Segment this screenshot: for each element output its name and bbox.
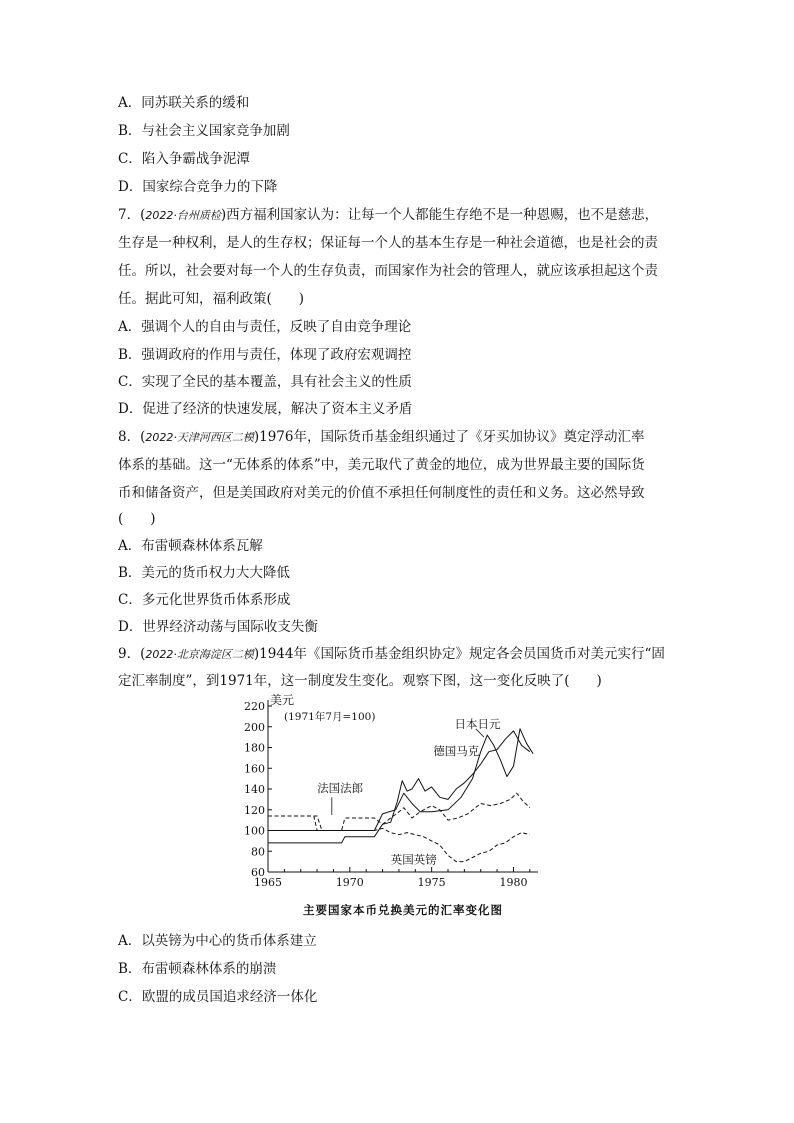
y-axis-title: 美元 [270, 693, 295, 707]
y-tick-label: 80 [251, 845, 265, 859]
q7-number: 7．( [118, 207, 146, 223]
y-tick-label: 120 [244, 803, 265, 817]
chart-caption: 主要国家本币兑换美元的汇率变化图 [303, 903, 503, 917]
q8-year: 2022· [145, 431, 177, 444]
q6-option-b: B．与社会主义国家竞争加剧 [118, 123, 290, 139]
q9-source: 北京海淀区二模 [176, 648, 254, 661]
q8-stem [118, 428, 678, 447]
x-tick-label: 1970 [335, 876, 364, 889]
q7-option-c: C．实现了全民的基本覆盖，具有社会主义的性质 [118, 374, 412, 390]
series-line-1 [268, 731, 530, 843]
series-label-2: 法国法郎 [317, 781, 364, 796]
q6-option-c: C．陷入争霸战争泥潭 [118, 151, 250, 167]
q8-option-a: A．布雷顿森林体系瓦解 [118, 538, 263, 554]
y-tick-label: 60 [251, 866, 265, 879]
q8-option-b: B．美元的货币权力大大降低 [118, 565, 290, 581]
exchange-rate-chart-svg [244, 692, 558, 897]
q9-option-a: A．以英镑为中心的货币体系建立 [118, 933, 317, 949]
q8-source: 天津河西区二模 [176, 431, 254, 444]
q8-option-d: D．世界经济动荡与国际收支失衡 [118, 619, 318, 635]
q9-option-c: C．欧盟的成员国追求经济一体化 [118, 989, 318, 1005]
chart-base-note: (1971年7月=100) [284, 711, 376, 723]
q7-stem-line: 任。据此可知，福利政策( ) [118, 291, 305, 307]
q7-option-a: A．强调个人的自由与责任，反映了自由竞争理论 [118, 319, 412, 335]
q9-year: 2022· [145, 648, 177, 661]
x-tick-label: 1965 [254, 876, 282, 889]
q8-number: 8．( [118, 429, 146, 445]
q8-stem-line: 体系的基础。这一“无体系的体系”中，美元取代了黄金的地位，成为世界最主要的国际货 [118, 457, 645, 473]
y-tick-label: 200 [244, 720, 265, 734]
q7-stem-text: )西方福利国家认为：让每一个人都能生存绝不是一种恩赐，也不是慈悲， [220, 207, 659, 223]
y-tick-label: 180 [244, 741, 265, 755]
q6-option-d: D．国家综合竞争力的下降 [118, 179, 278, 195]
q7-option-b: B．强调政府的作用与责任，体现了政府宏观调控 [118, 347, 412, 363]
q9-option-b: B．布雷顿森林体系的崩溃 [118, 961, 277, 977]
q9-stem [118, 645, 678, 664]
q6-option-a: A．同苏联关系的缓和 [118, 95, 250, 111]
q9-number: 9．( [118, 646, 146, 662]
series-line-2 [268, 793, 530, 830]
exchange-rate-chart [244, 692, 558, 922]
x-tick-label: 1980 [499, 876, 528, 889]
q8-stem-text: )1976年，国际货币基金组织通过了《牙买加协议》奠定浮动汇率 [253, 429, 645, 445]
q7-stem [118, 206, 678, 225]
q7-source: 台州质检 [176, 209, 221, 222]
y-tick-label: 160 [244, 762, 265, 776]
y-tick-label: 140 [244, 783, 265, 796]
q7-stem-line: 任。所以，社会要对每一个人的生存负责，而国家作为社会的管理人，就应该承担起这个责 [118, 263, 658, 279]
q8-stem-line: 币和储备资产，但是美国政府对美元的价值不承担任何制度性的责任和义务。这必然导致 [118, 485, 645, 501]
series-line-0 [268, 729, 533, 831]
q8-stem-line: ( ) [118, 511, 156, 527]
series-label-1: 德国马克 [433, 743, 480, 758]
series-label-3: 英国英镑 [390, 852, 437, 867]
y-tick-label: 100 [244, 824, 265, 838]
q7-option-d: D．促进了经济的快速发展，解决了资本主义矛盾 [118, 401, 413, 417]
x-tick-label: 1975 [417, 876, 446, 889]
y-tick-label: 220 [244, 700, 265, 713]
q9-stem-line: 定汇率制度”，到1971年，这一制度发生变化。观察下图，这一变化反映了( ) [118, 673, 602, 689]
q8-option-c: C．多元化世界货币体系形成 [118, 592, 291, 608]
q7-year: 2022· [145, 209, 177, 222]
q7-stem-line: 生存是一种权利，是人的生存权；保证每一个人的基本生存是一种社会道德，也是社会的责 [118, 235, 658, 251]
q9-stem-text: )1944年《国际货币基金组织协定》规定各会员国货币对美元实行“固 [253, 646, 665, 662]
series-label-0: 日本日元 [454, 716, 501, 731]
